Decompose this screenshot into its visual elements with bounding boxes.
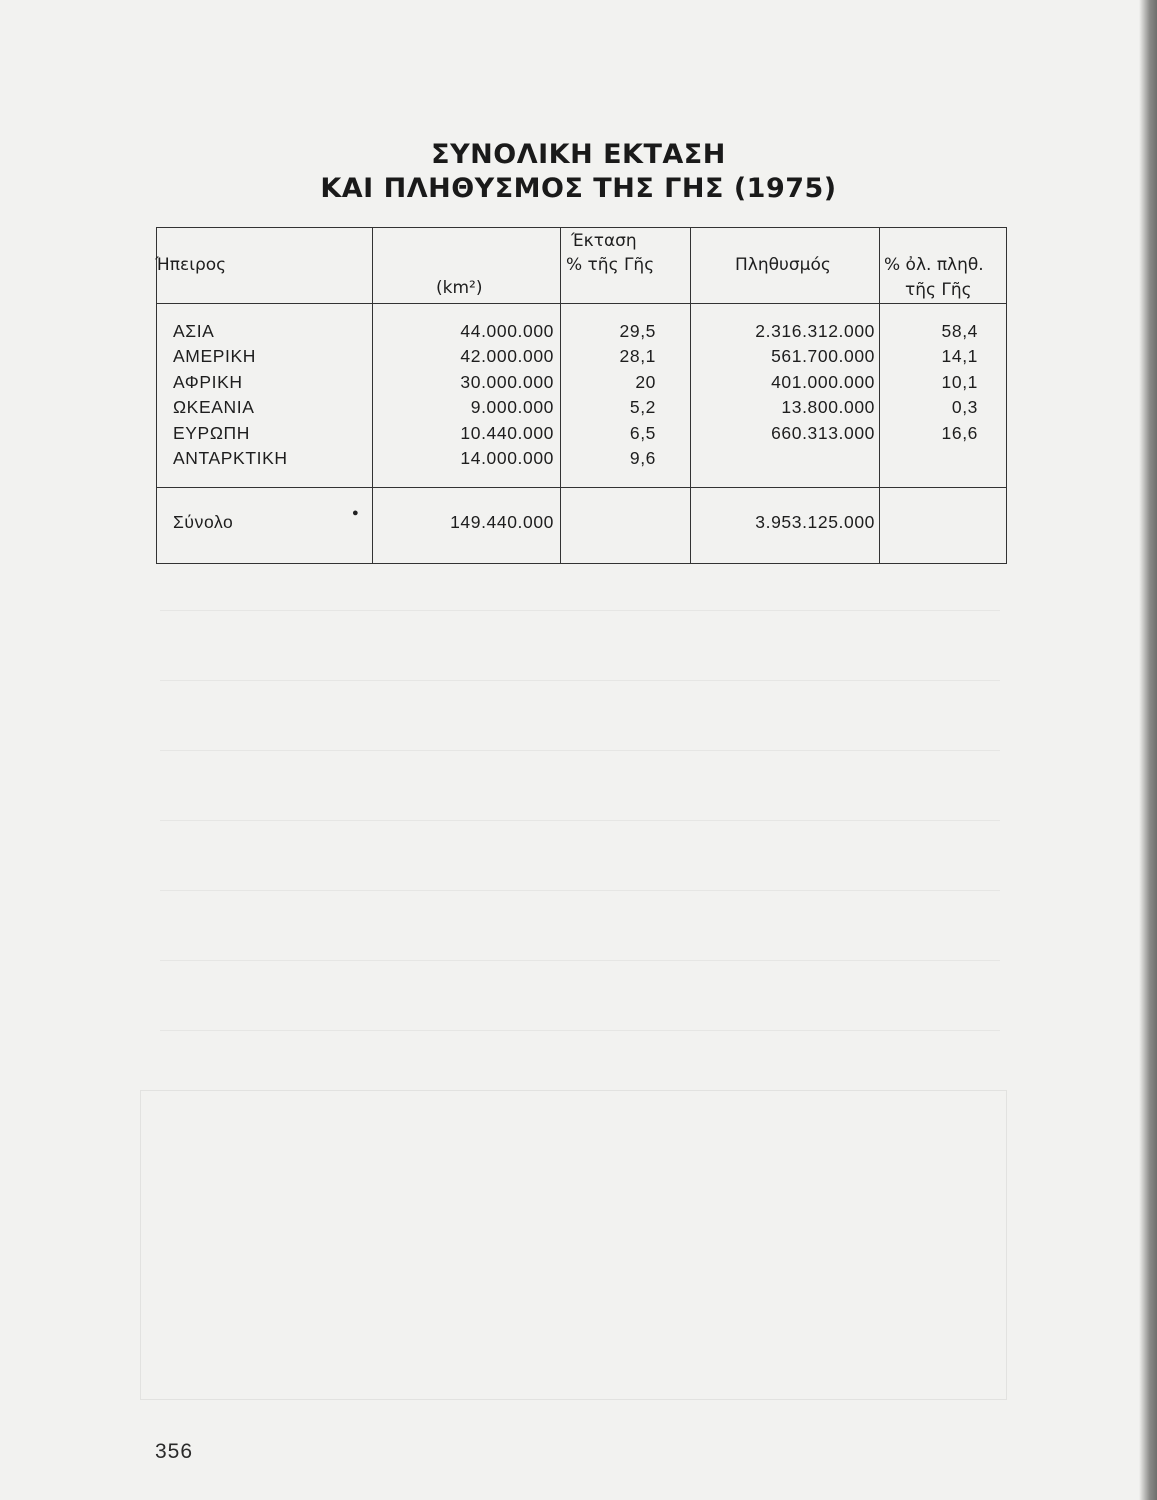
page-title [0, 138, 1157, 206]
page-number: 356 [155, 1440, 194, 1463]
cell-continent-antarctica: ΑΝΤΑΡΚΤΙΚΗ [173, 448, 288, 469]
cell-population-oceania: 13.800.000 [781, 397, 875, 418]
cell-total-area-pct [561, 488, 691, 564]
header-pop-pct-line2: τῆς Γῆς [905, 280, 972, 300]
cell-continent-america: ΑΜΕΡΙΚΗ [173, 346, 256, 367]
cell-continent-oceania: ΩΚΕΑΝΙΑ [173, 397, 255, 418]
cell-pop-pct-europe: 16,6 [941, 422, 978, 443]
continent-column [157, 304, 373, 488]
cell-total-population: 3.953.125.000 [691, 488, 880, 564]
area-pct-column [561, 304, 691, 488]
cell-population-europe: 660.313.000 [771, 422, 875, 443]
header-population [691, 228, 880, 304]
header-population-label: Πληθυσμός [735, 255, 831, 275]
continents-table [156, 227, 1007, 564]
pop-pct-column [880, 304, 1007, 488]
header-area-unit: (km²) [436, 278, 483, 298]
cell-population-antarctica [691, 446, 875, 471]
title-line-2: ΚΑΙ ΠΛΗΘΥΣΜΟΣ ΤΗΣ ΓΗΣ (1975) [320, 173, 837, 204]
table-body [157, 304, 1007, 488]
header-continent [157, 228, 373, 304]
cell-population-asia: 2.316.312.000 [755, 321, 875, 341]
cell-area-asia: 44.000.000 [460, 321, 554, 341]
bleed-through-line [160, 960, 1000, 961]
bleed-through-line [160, 820, 1000, 821]
cell-pop-pct-america: 14,1 [941, 346, 978, 367]
cell-population-africa: 401.000.000 [771, 371, 875, 392]
cell-area-america: 42.000.000 [460, 346, 554, 367]
cell-total-label: Σύνολο [157, 488, 373, 564]
cell-area-pct-america: 28,1 [619, 346, 656, 367]
cell-area-pct-oceania: 5,2 [629, 397, 656, 418]
cell-area-pct-asia: 29,5 [619, 321, 656, 341]
header-continent-label: Ήπειρος [155, 255, 227, 275]
cell-continent-asia: ΑΣΙΑ [173, 321, 215, 341]
bleed-through-line [160, 1030, 1000, 1031]
header-area-km [373, 228, 561, 304]
cell-area-pct-africa: 20 [635, 371, 656, 392]
cell-area-antarctica: 14.000.000 [460, 448, 554, 469]
page-edge-shadow [1139, 0, 1157, 1500]
header-pop-pct-line1: % ὀλ. πληθ. [884, 255, 984, 275]
cell-area-pct-europe: 6,5 [629, 422, 656, 443]
cell-continent-europe: ΕΥΡΩΠΗ [173, 422, 250, 443]
population-column [691, 304, 880, 488]
cell-total-pop-pct [880, 488, 1007, 564]
cell-area-africa: 30.000.000 [460, 371, 554, 392]
area-column [373, 304, 561, 488]
bleed-through-line [160, 680, 1000, 681]
cell-population-america: 561.700.000 [771, 346, 875, 367]
table-total-row [157, 488, 1007, 564]
bleed-through-table-ghost [140, 1090, 1007, 1400]
header-area-title: Έκταση [571, 231, 637, 251]
title-line-1: ΣΥΝΟΛΙΚΗ ΕΚΤΑΣΗ [431, 139, 726, 170]
cell-area-oceania: 9.000.000 [470, 397, 554, 418]
cell-continent-africa: ΑΦΡΙΚΗ [173, 371, 243, 392]
cell-pop-pct-antarctica [880, 446, 978, 471]
stray-ink-mark: ● [352, 507, 359, 519]
header-pop-pct [880, 228, 1007, 304]
bleed-through-line [160, 890, 1000, 891]
cell-pop-pct-asia: 58,4 [941, 321, 978, 341]
header-area-pct-label: % τῆς Γῆς [566, 255, 655, 275]
table-header-row [157, 228, 1007, 304]
cell-total-area: 149.440.000 [373, 488, 561, 564]
bleed-through-line [160, 750, 1000, 751]
cell-area-europe: 10.440.000 [460, 422, 554, 443]
cell-pop-pct-oceania: 0,3 [951, 397, 978, 418]
header-area-pct [561, 228, 691, 304]
cell-area-pct-antarctica: 9,6 [629, 448, 656, 469]
bleed-through-line [160, 610, 1000, 611]
cell-pop-pct-africa: 10,1 [941, 371, 978, 392]
